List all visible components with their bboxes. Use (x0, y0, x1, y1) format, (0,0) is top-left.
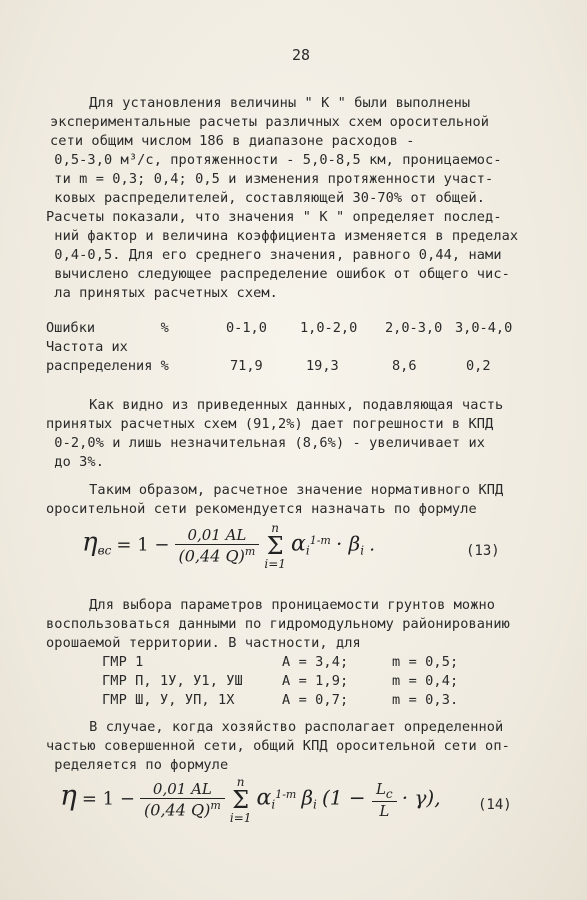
text-line: Таким образом, расчетное значение нормативного КПД (56, 482, 504, 498)
gmr-a-value: A = 1,9; (282, 673, 349, 689)
text-line: ределяется по формуле (46, 757, 229, 773)
gmr-m-value: m = 0,5; (392, 654, 459, 670)
formula-13-number: (13) (466, 543, 500, 559)
formula-lhs: η (60, 778, 77, 812)
fraction-denominator: (0,44 Q)$^m$ (178, 545, 256, 566)
gmr-m-value: m = 0,4; (392, 673, 459, 689)
text-line: экспериментальные расчеты различных схем оросительной (50, 114, 490, 130)
sum-symbol: n Σ i=1 (229, 775, 252, 825)
table-cell: 71,9 (230, 358, 263, 374)
text-line: орошаемой территории. В частности, для (46, 635, 361, 651)
formula-alpha: α (256, 785, 272, 811)
formula-ratio: $\frac{L_c}{L}$ (372, 780, 397, 820)
text-line: ковых распределителей, составляющей 30-70% от общей. (46, 190, 486, 206)
text-line: ла принятых расчетных схем. (46, 285, 278, 301)
table-cell: 0-1,0 (226, 320, 267, 336)
gmr-a-value: A = 3,4; (282, 654, 349, 670)
text-line: принятых расчетных схем (91,2%) дает погрешности в КПД (46, 416, 494, 432)
formula-lhs-sub: вс (97, 543, 112, 558)
gmr-m-value: m = 0,3. (392, 692, 459, 708)
formula-paren: (1 − (321, 785, 372, 810)
formula-equals: = 1 − (116, 534, 170, 556)
page-number: 28 (292, 46, 311, 64)
formula-alpha: α (291, 531, 306, 557)
formula-fraction (175, 526, 260, 565)
fraction-numerator: 0,01 AL (140, 780, 225, 799)
fraction-denominator: (0,44 Q)$^m$ (144, 799, 221, 820)
text-line: до 3%. (46, 454, 104, 470)
text-line: ти m = 0,3; 0,4; 0,5 и изменения протяженности участ- (46, 171, 494, 187)
formula-14: η = 1 − $\frac{0,01 AL}{(0,44 Q)^m}$ n Σ i=1 $\alpha_i^{1-m}$ $\beta_i$ (1 − $\frac{L_c}{L}$ · γ), (60, 775, 441, 825)
fraction-numerator: 0,01 AL (175, 526, 260, 545)
formula-beta: · β (335, 531, 361, 556)
formula-equals: = 1 − (81, 788, 135, 810)
table-cell: 2,0-3,0 (385, 320, 443, 336)
text-line: воспользоваться данными по гидромодульному районированию (46, 616, 510, 632)
text-line: Для выбора параметров проницаемости грунтов можно (56, 597, 496, 613)
table-row-label: распределения % (46, 358, 169, 374)
text-line: частью совершенной сети, общий КПД оросительной сети оп- (46, 738, 510, 754)
formula-lhs: η (82, 527, 98, 558)
table-cell: 3,0-4,0 (455, 320, 513, 336)
text-line: В случае, когда хозяйство располагает определенной (56, 719, 504, 735)
text-line: 0,4-0,5. Для его среднего значения, равного 0,44, нами (46, 247, 502, 263)
formula-beta: β (301, 785, 314, 810)
table-cell: 19,3 (306, 358, 339, 374)
text-line: Для установления величины " K " были выполнены (56, 95, 471, 111)
text-line: Расчеты показали, что значения " K " определяет послед- (46, 209, 502, 225)
text-line: оросительной сети рекомендуется назначать по формуле (46, 501, 477, 517)
text-line: сети общим числом 186 в диапазоне расходов - (50, 133, 415, 149)
gmr-a-value: A = 0,7; (282, 692, 349, 708)
table-cell: 1,0-2,0 (300, 320, 358, 336)
gmr-label: ГМР 1 (102, 654, 144, 670)
table-row-label: Ошибки % (46, 320, 169, 336)
text-line: 0,5-3,0 м³/с, протяженности - 5,0-8,5 км, проницаемос- (46, 152, 502, 168)
formula-14-number: (14) (478, 797, 512, 813)
sum-symbol: n Σ i=1 (264, 521, 286, 571)
text-line: ний фактор и величина коэффициента изменяется в пределах (46, 228, 519, 244)
gmr-label: ГМР П, 1У, У1, УШ (102, 673, 243, 689)
text-line: вычислено следующее распределение ошибок от общего чис- (46, 266, 510, 282)
gmr-label: ГМР Ш, У, УП, 1Х (102, 692, 235, 708)
formula-fraction (140, 780, 225, 819)
table-row-label: Частота их (46, 339, 128, 355)
text-line: 0-2,0% и лишь незначительная (8,6%) - увеличивает их (46, 435, 486, 451)
text-line: Как видно из приведенных данных, подавляющая часть (56, 397, 504, 413)
formula-13: $\eta_{вс} = 1$ − $\frac{0,01 AL}{(0,44 Q)^m}$ n Σ i=1 $\alpha_i^{1-m} \cdot \beta_i$ . (82, 521, 375, 571)
table-cell: 8,6 (392, 358, 417, 374)
formula-gamma: · γ), (401, 785, 441, 810)
table-cell: 0,2 (466, 358, 491, 374)
